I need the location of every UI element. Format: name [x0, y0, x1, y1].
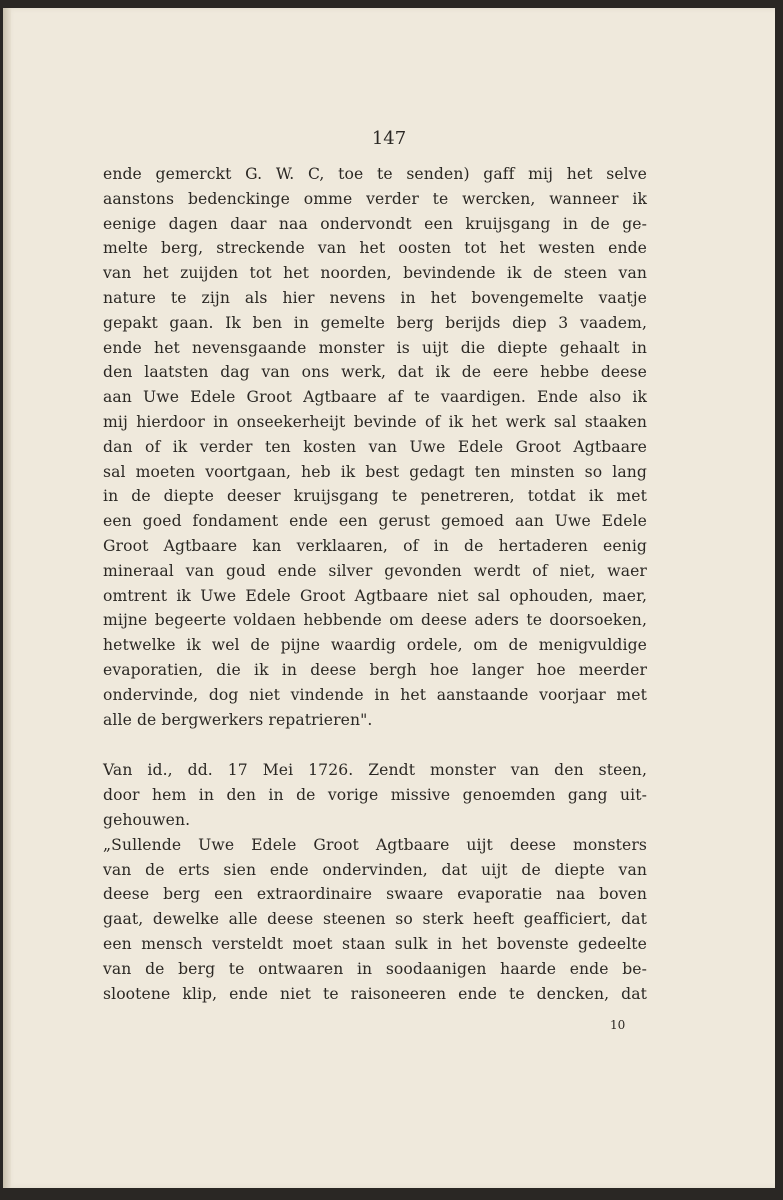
text-line: een goed fondament ende een gerust gemoed aan Uwe Edele — [103, 512, 647, 531]
paragraph-quotation — [103, 833, 647, 1007]
text-line: van de berg te ontwaaren in soodaanigen haarde ende be- — [103, 959, 647, 978]
text-line: eenige dagen daar naa ondervondt een kruijsgang in de ge- — [103, 214, 647, 233]
text-line: aanstons bedenckinge omme verder te wercken, wanneer ik — [103, 189, 647, 208]
text-line: van het zuijden tot het noorden, bevindende ik de steen van — [103, 264, 647, 283]
paragraph-letter-continuation — [103, 162, 647, 732]
text-line: mij hierdoor in onseekerheijt bevinde of ik het werk sal staaken — [103, 412, 647, 431]
text-line: ende gemerckt G. W. C, toe te senden) gaff mij het selve — [103, 165, 647, 183]
page-spine-shadow — [3, 8, 11, 1188]
book-page — [3, 8, 775, 1188]
text-line: slootene klip, ende niet te raisoneeren ende te dencken, dat — [103, 984, 647, 1003]
text-line: den laatsten dag van ons werk, dat ik de eere hebbe deese — [103, 363, 647, 382]
text-line: aan Uwe Edele Groot Agtbaare af te vaardigen. Ende also ik — [103, 388, 647, 407]
text-line: gaat, dewelke alle deese steenen so sterk heeft geafficiert, dat — [103, 910, 647, 929]
text-line: nature te zijn als hier nevens in het bovengemelte vaatje — [103, 288, 647, 307]
text-line: in de diepte deeser kruijsgang te penetreren, totdat ik met — [103, 487, 647, 506]
text-line: sal moeten voortgaan, heb ik best gedagt ten minsten so lang — [103, 462, 647, 481]
text-line: mijne begeerte voldaen hebbende om deese aders te doorsoeken, — [103, 611, 647, 630]
page-number: 147 — [371, 128, 407, 149]
text-line: mineraal van goud ende silver gevonden werdt of niet, waer — [103, 561, 647, 580]
text-line: ende het nevensgaande monster is uijt die diepte gehaalt in — [103, 338, 647, 357]
text-line: gehouwen. — [103, 810, 191, 829]
body-text — [103, 162, 647, 1006]
paragraph-gap — [103, 732, 647, 758]
text-line: alle de bergwerkers repatrieren". — [103, 710, 373, 729]
text-line: melte berg, streckende van het oosten tot het westen ende — [103, 239, 647, 258]
text-line: door hem in den in de vorige missive genoemden gang uit- — [103, 786, 647, 805]
text-line: ondervinde, dog niet vindende in het aanstaande voorjaar met — [103, 685, 647, 704]
text-line: van de erts sien ende ondervinden, dat uijt de diepte van — [103, 860, 647, 879]
text-line: een mensch versteldt moet staan sulk in het bovenste gedeelte — [103, 934, 647, 953]
text-line: „Sullende Uwe Edele Groot Agtbaare uijt deese monsters — [103, 835, 647, 854]
text-line: Groot Agtbaare kan verklaaren, of in de hertaderen eenig — [103, 536, 647, 555]
text-line: dan of ik verder ten kosten van Uwe Edele Groot Agtbaare — [103, 437, 647, 456]
paragraph-entry-summary — [103, 758, 647, 832]
text-line: omtrent ik Uwe Edele Groot Agtbaare niet sal ophouden, maer, — [103, 586, 647, 605]
text-line: deese berg een extraordinaire swaare evaporatie naa boven — [103, 885, 647, 904]
signature-mark: 10 — [610, 1018, 626, 1032]
text-line: Van id., dd. 17 Mei 1726. Zendt monster van den steen, — [103, 761, 647, 780]
text-line: evaporatien, die ik in deese bergh hoe langer hoe meerder — [103, 660, 647, 679]
text-line: hetwelke ik wel de pijne waardig ordele, om de menigvuldige — [103, 636, 647, 655]
text-line: gepakt gaan. Ik ben in gemelte berg berijds diep 3 vaadem, — [103, 313, 647, 332]
